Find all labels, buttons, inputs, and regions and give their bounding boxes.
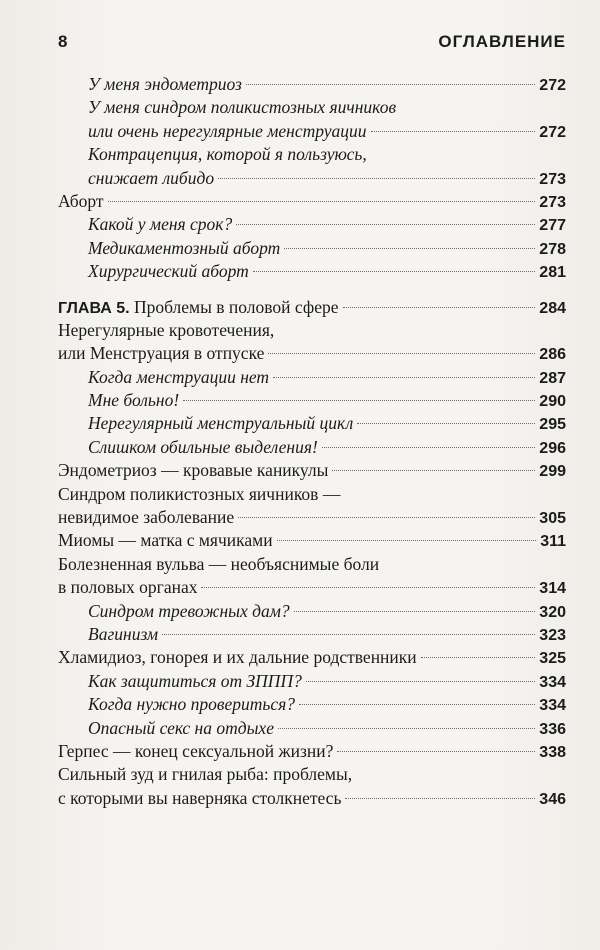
- dot-leader: [357, 423, 535, 424]
- toc-entry-title: Сильный зуд и гнилая рыба: проблемы,: [58, 764, 353, 785]
- page-header: [58, 32, 566, 56]
- toc-entry-title: Аборт: [58, 190, 104, 211]
- toc-page-number: 334: [539, 673, 566, 691]
- toc-page-number: 290: [539, 393, 566, 411]
- dot-leader: [238, 517, 535, 518]
- toc-entry[interactable]: [58, 670, 566, 693]
- toc-entry[interactable]: [58, 553, 566, 600]
- toc-entry-line-last: [58, 576, 566, 599]
- toc-entry[interactable]: [58, 296, 566, 319]
- toc-entry[interactable]: [58, 213, 566, 236]
- toc-entry-line: [58, 483, 566, 506]
- toc-entry[interactable]: [58, 459, 566, 482]
- toc-entry-title: снижает либидо: [88, 167, 215, 188]
- toc-entry-line: [58, 763, 566, 786]
- dot-leader: [268, 353, 535, 354]
- toc-page-number: 295: [539, 416, 566, 434]
- dot-leader: [246, 84, 535, 85]
- toc-entry-title: с которыми вы наверняка столкнетесь: [58, 787, 342, 808]
- toc-entry-line-last: [58, 717, 566, 740]
- toc-page-number: 272: [539, 123, 566, 141]
- dot-leader: [162, 634, 535, 635]
- toc-entry-title: Хирургический аборт: [88, 261, 249, 282]
- toc-entry-line-last: [58, 740, 566, 763]
- toc-page-number: 325: [539, 650, 566, 668]
- toc-page-number: 272: [539, 77, 566, 94]
- toc-entry[interactable]: [58, 412, 566, 435]
- toc-entry-title: Эндометриоз — кровавые каникулы: [58, 460, 329, 481]
- toc-entry-line-last: [58, 646, 566, 669]
- dot-leader: [218, 178, 535, 179]
- dot-leader: [332, 470, 535, 471]
- toc-entry-line: [58, 96, 566, 119]
- toc-entry[interactable]: [58, 623, 566, 646]
- toc-page-number: 336: [539, 720, 566, 738]
- toc-entry[interactable]: [58, 483, 566, 530]
- toc-entry[interactable]: [58, 96, 566, 143]
- toc-entry-title: Вагинизм: [88, 623, 159, 644]
- chapter-label: ГЛАВА 5.: [58, 299, 130, 317]
- toc-entry-line-last: [58, 237, 566, 260]
- toc-entry-title: Нерегулярные кровотечения,: [58, 319, 275, 340]
- dot-leader: [337, 751, 535, 752]
- toc-entry-title: Синдром поликистозных яичников —: [58, 483, 341, 504]
- toc-entry-line-last: [58, 670, 566, 693]
- toc-entry-line-last: [58, 529, 566, 552]
- toc-entry-title: или очень нерегулярные менструации: [88, 120, 367, 141]
- toc-entry-title: Болезненная вульва — необъяснимые боли: [58, 553, 380, 574]
- dot-leader: [183, 400, 535, 401]
- toc-entry[interactable]: [58, 143, 566, 190]
- toc-entry-line-last: [58, 366, 566, 389]
- toc-entry[interactable]: [58, 717, 566, 740]
- toc-entry-line-last: [58, 190, 566, 213]
- toc-page-number: 277: [539, 217, 566, 235]
- toc-entry-line-last: [58, 120, 566, 143]
- toc-entry-title: У меня синдром поликистозных яичников: [88, 97, 397, 118]
- toc-entry-line-last: [58, 73, 566, 96]
- toc-entry-title: У меня эндометриоз: [88, 74, 242, 94]
- toc-entry[interactable]: [58, 260, 566, 283]
- toc-entry-title: Медикаментозный аборт: [88, 237, 281, 258]
- dot-leader: [345, 798, 535, 799]
- toc-page-number: 314: [539, 580, 566, 598]
- dot-leader: [253, 271, 536, 272]
- dot-leader: [278, 728, 535, 729]
- toc-entry-title: Хламидиоз, гонорея и их дальние родственники: [58, 647, 417, 668]
- toc-entry-line-last: [58, 436, 566, 459]
- toc-entry-title: Миомы — матка с мячиками: [58, 530, 273, 551]
- toc-entry-line-last: [58, 600, 566, 623]
- toc-entry-title: Как защититься от ЗППП?: [88, 670, 302, 691]
- toc-entry-title: в половых органах: [58, 577, 198, 598]
- dot-leader: [294, 611, 536, 612]
- toc-page-number: 273: [539, 193, 566, 211]
- toc-entry[interactable]: [58, 763, 566, 810]
- toc-entry-line-last: [58, 412, 566, 435]
- toc-entry-title: Когда менструации нет: [88, 366, 270, 387]
- toc-entry-line-last: [58, 342, 566, 365]
- dot-leader: [306, 681, 535, 682]
- toc-entry-line-last: [58, 167, 566, 190]
- table-of-contents: [58, 73, 566, 810]
- toc-entry[interactable]: [58, 366, 566, 389]
- toc-entry-line-last: [58, 506, 566, 529]
- toc-entry-line-last: [58, 296, 566, 319]
- toc-entry-title: Синдром тревожных дам?: [88, 600, 290, 621]
- toc-entry[interactable]: [58, 389, 566, 412]
- dot-leader: [108, 201, 536, 202]
- toc-entry-title: Контрацепция, которой я пользуюсь,: [88, 144, 367, 165]
- toc-entry-title: невидимое заболевание: [58, 507, 235, 528]
- toc-entry-line-last: [58, 213, 566, 236]
- toc-entry-title: Какой у меня срок?: [88, 214, 233, 235]
- toc-page-number: 338: [539, 743, 566, 761]
- toc-entry-line-last: [58, 260, 566, 283]
- toc-entry-line-last: [58, 389, 566, 412]
- toc-entry[interactable]: [58, 190, 566, 213]
- toc-entry-line-last: [58, 623, 566, 646]
- dot-leader: [343, 307, 536, 308]
- toc-entry-line-last: [58, 693, 566, 716]
- toc-page-number: 287: [539, 369, 566, 387]
- toc-entry-title: Слишком обильные выделения!: [88, 436, 318, 457]
- toc-page-number: 273: [539, 170, 566, 188]
- toc-entry-line: [58, 143, 566, 166]
- toc-entry-title: Мне больно!: [88, 390, 180, 411]
- toc-entry-title: Проблемы в половой сфере: [133, 296, 339, 317]
- toc-entry[interactable]: [58, 600, 566, 623]
- toc-entry[interactable]: [58, 73, 566, 96]
- toc-entry-title: или Менструация в отпуске: [58, 343, 265, 364]
- toc-entry[interactable]: [58, 237, 566, 260]
- dot-leader: [322, 447, 535, 448]
- toc-page-number: 305: [539, 510, 566, 528]
- toc-entry-line: [58, 319, 566, 342]
- dot-leader: [299, 704, 535, 705]
- toc-page-number: 323: [539, 626, 566, 644]
- toc-entry-title: Опасный секс на отдыхе: [88, 717, 274, 738]
- toc-page-number: 346: [539, 790, 566, 808]
- toc-entry[interactable]: [58, 740, 566, 763]
- toc-entry-line-last: [58, 787, 566, 810]
- dot-leader: [421, 657, 536, 658]
- toc-entry-title: Когда нужно провериться?: [88, 694, 295, 715]
- toc-page-number: 334: [539, 697, 566, 715]
- toc-entry-title: Нерегулярный менструальный цикл: [88, 413, 354, 434]
- toc-entry[interactable]: [58, 693, 566, 716]
- toc-entry[interactable]: [58, 319, 566, 366]
- dot-leader: [284, 248, 535, 249]
- page-number: 8: [58, 32, 68, 51]
- toc-page-number: 296: [539, 439, 566, 457]
- toc-entry-line-last: [58, 459, 566, 482]
- toc-entry[interactable]: [58, 646, 566, 669]
- dot-leader: [201, 587, 535, 588]
- toc-page-number: 286: [539, 346, 566, 364]
- toc-entry[interactable]: [58, 529, 566, 552]
- dot-leader: [236, 224, 535, 225]
- toc-entry-line: [58, 553, 566, 576]
- dot-leader: [371, 131, 536, 132]
- toc-page-number: 311: [540, 533, 566, 551]
- toc-page-number: 299: [539, 463, 566, 481]
- toc-page-number: 320: [539, 603, 566, 621]
- toc-page-number: 284: [539, 299, 566, 317]
- dot-leader: [277, 540, 537, 541]
- toc-page-number: 278: [539, 240, 566, 258]
- toc-page-number: 281: [539, 264, 566, 282]
- dot-leader: [273, 377, 535, 378]
- running-title: ОГЛАВЛЕНИЕ: [438, 32, 566, 51]
- toc-entry[interactable]: [58, 436, 566, 459]
- toc-entry-title: Герпес — конец сексуальной жизни?: [58, 740, 334, 761]
